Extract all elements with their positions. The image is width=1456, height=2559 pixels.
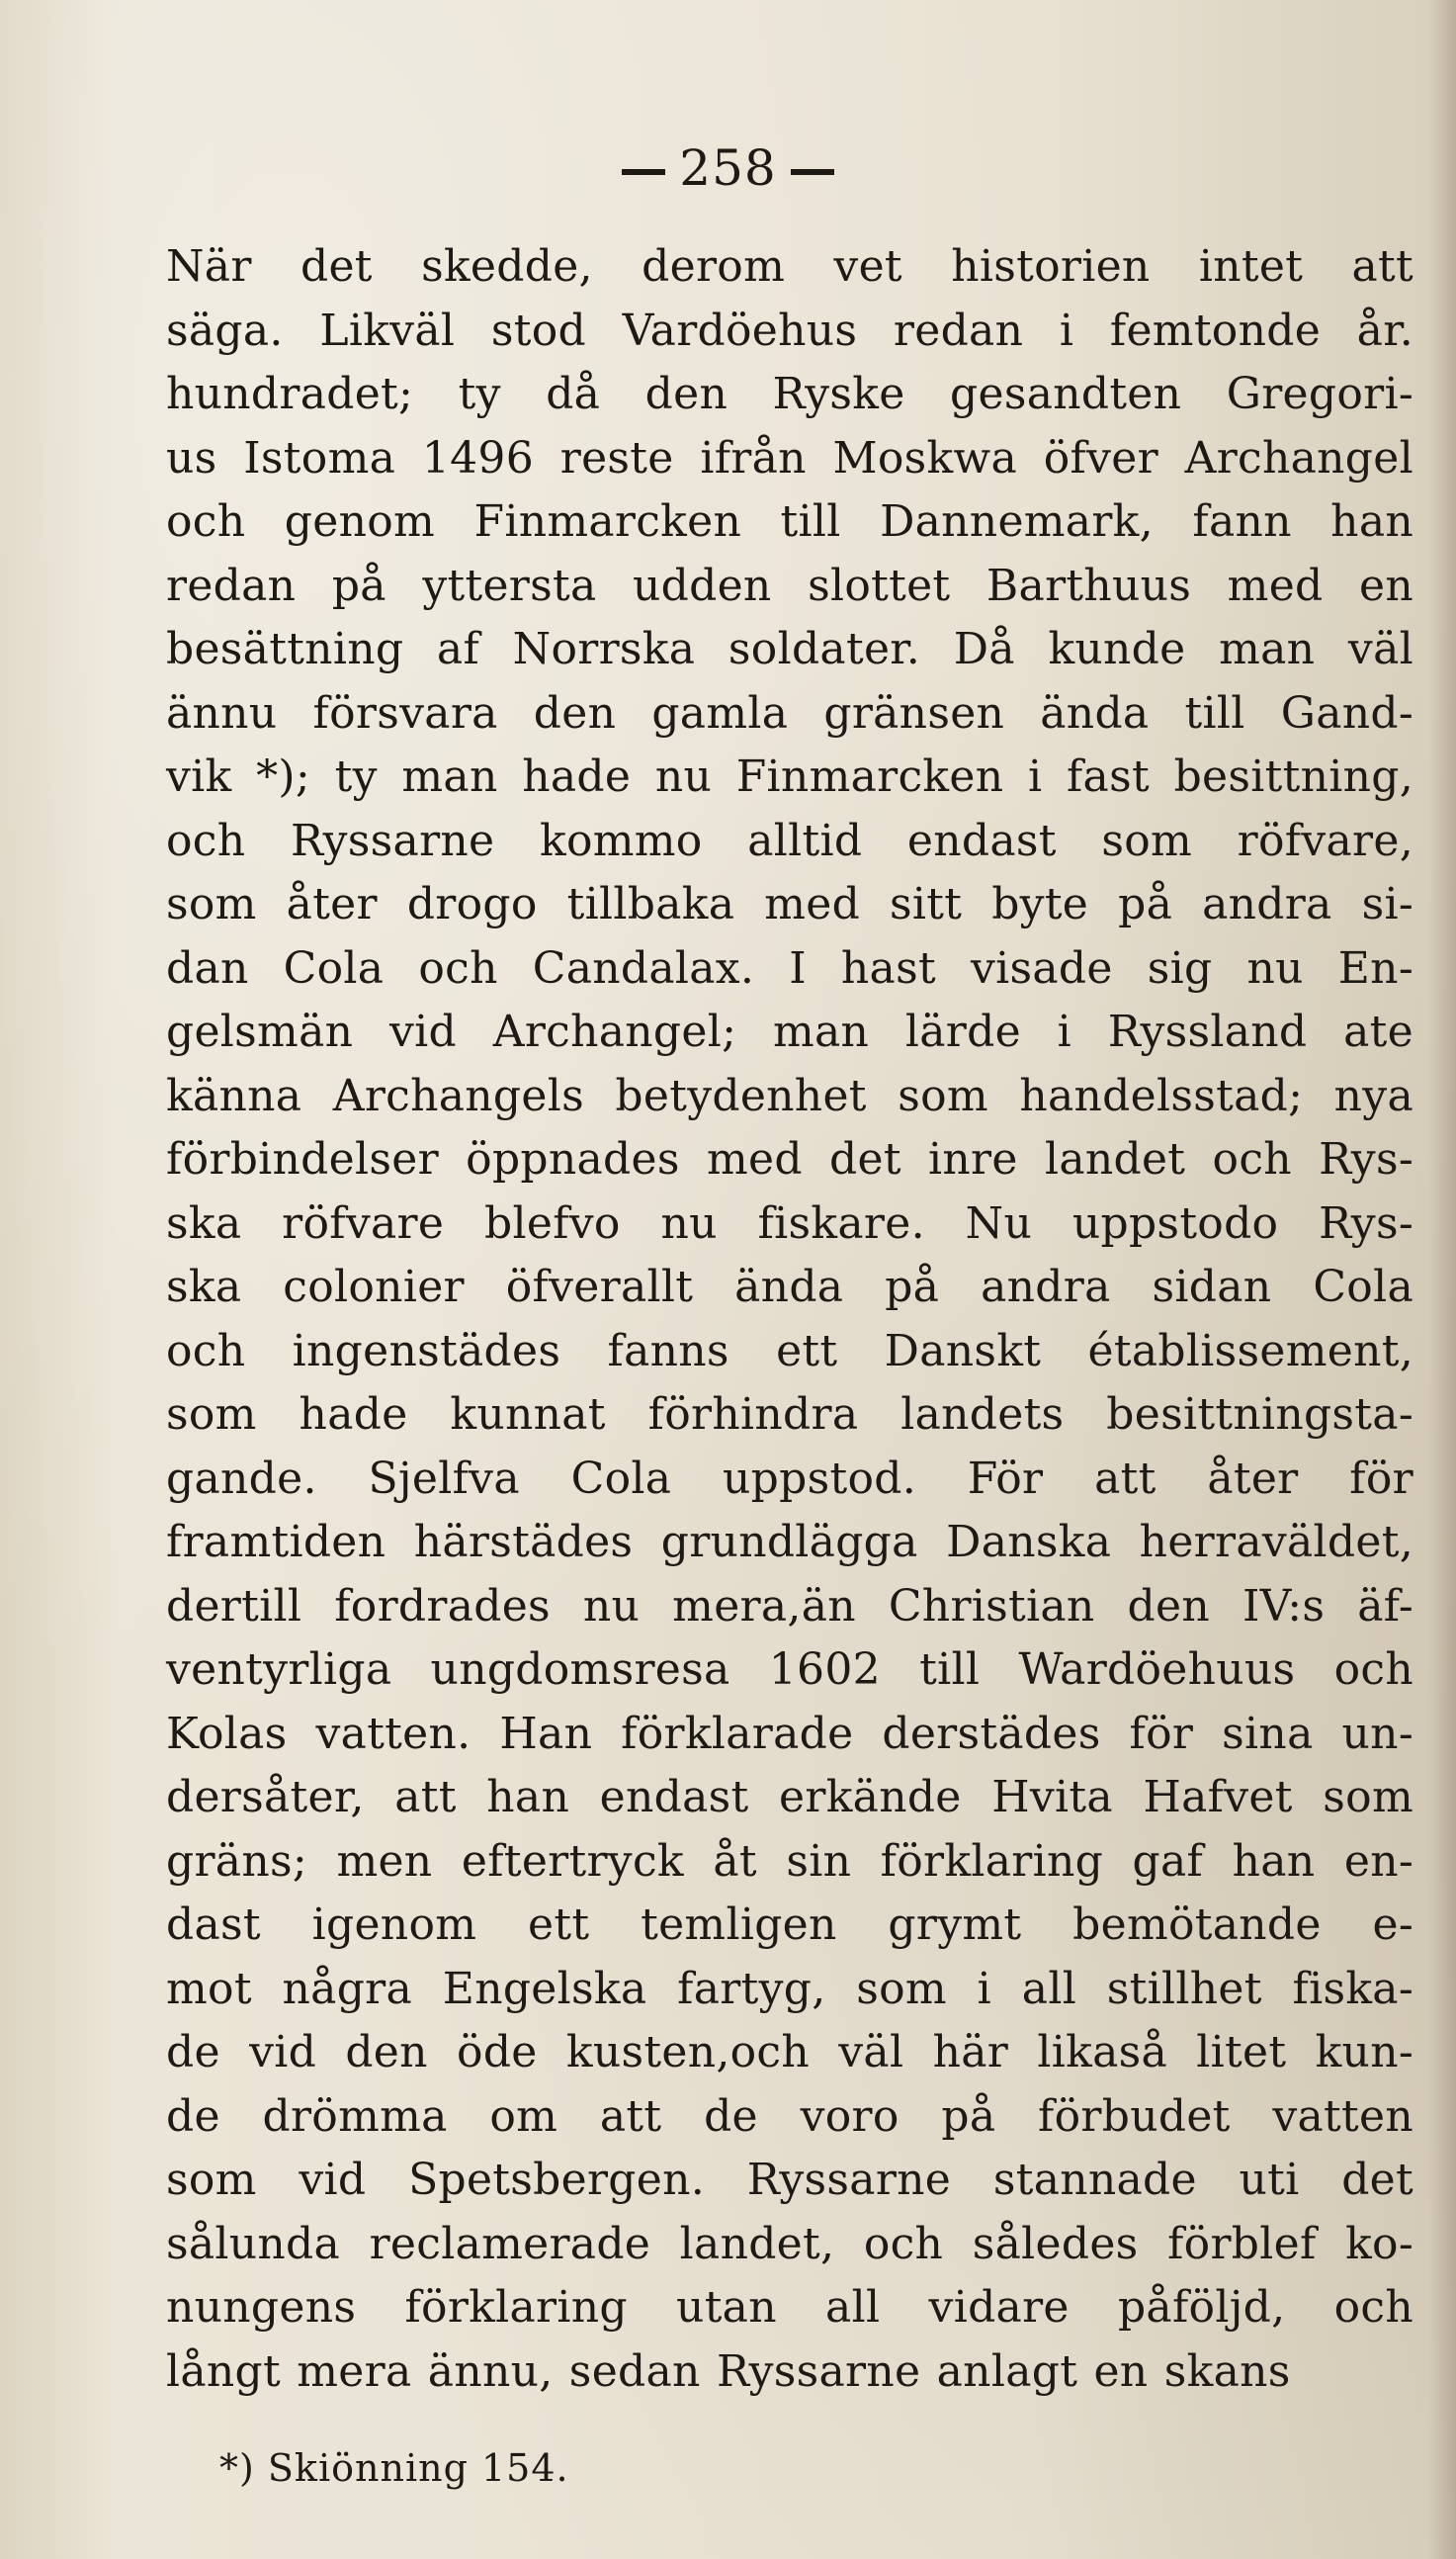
text-line: som vid Spetsbergen. Ryssarne stannade uti det [166,2155,1413,2205]
text-line: sålunda reclamerade landet, och således förblef ko- [166,2218,1413,2269]
text-line: vik *); ty man hade nu Finmarcken i fast besittning, [166,751,1413,802]
text-line: ska colonier öfverallt ända på andra sidan Cola [166,1262,1413,1312]
text-line: us Istoma 1496 reste ifrån Moskwa öfver Archangel [166,432,1413,484]
text-line: som åter drogo tillbaka med sitt byte på andra si- [166,879,1413,929]
text-line: och genom Finmarcken till Dannemark, fann han [166,496,1413,547]
header-dash-left [622,169,665,175]
footnote: *) Skiönning 154. [219,2446,569,2490]
text-line: de drömma om att de voro på förbudet vatten [166,2090,1413,2142]
text-line: framtiden härstädes grundlägga Danska herraväldet, [166,1517,1413,1567]
text-line: nungens förklaring utan all vidare påföljd, och [166,2282,1413,2333]
page-edge-shadow [1428,0,1456,2559]
text-line: långt mera ännu, sedan Ryssarne anlagt en skans [166,2345,1291,2397]
text-line: När det skedde, derom vet historien intet att [166,241,1413,292]
text-line: och ingenstädes fanns ett Danskt établissement, [166,1325,1413,1376]
text-line: besättning af Norrska soldater. Då kunde man väl [166,624,1413,674]
text-line: dertill fordrades nu mera,än Christian den IV:s äf- [166,1580,1413,1632]
text-line: säga. Likväl stod Vardöehus redan i femtonde år. [166,305,1413,356]
text-line: Kolas vatten. Han förklarade derstädes för sina un- [166,1708,1413,1759]
text-line: dast igenom ett temligen grymt bemötande e- [166,1899,1413,1950]
text-line: som hade kunnat förhindra landets besittningsta- [166,1389,1413,1440]
body-text [166,235,1413,2404]
text-line: känna Archangels betydenhet som handelsstad; nya [166,1070,1413,1121]
text-line: hundradet; ty då den Ryske gesandten Gregori- [166,369,1413,419]
header-dash-right [791,169,834,175]
text-line: ventyrliga ungdomsresa 1602 till Wardöehuus och [166,1644,1413,1695]
text-line: dan Cola och Candalax. I hast visade sig nu En- [166,942,1413,994]
text-line: gelsmän vid Archangel; man lärde i Ryssland ate [166,1007,1413,1057]
text-line: gande. Sjelfva Cola uppstod. För att åter för [166,1453,1413,1504]
page-header [0,138,1456,198]
text-line: dersåter, att han endast erkände Hvita Hafvet som [166,1772,1413,1822]
text-line: mot några Engelska fartyg, som i all stillhet fiska- [166,1963,1413,2014]
text-line: ännu försvara den gamla gränsen ända till Gand- [166,687,1413,739]
text-line: och Ryssarne kommo alltid endast som röfvare, [166,815,1413,866]
page-number: 258 [679,139,777,197]
text-line: förbindelser öppnades med det inre landet och Rys- [166,1134,1413,1185]
text-line: ska röfvare blefvo nu fiskare. Nu uppstodo Rys- [166,1197,1413,1249]
text-line: redan på yttersta udden slottet Barthuus med en [166,560,1413,611]
text-line: gräns; men eftertryck åt sin förklaring gaf han en- [166,1835,1413,1887]
text-line: de vid den öde kusten,och väl här likaså litet kun- [166,2027,1413,2077]
